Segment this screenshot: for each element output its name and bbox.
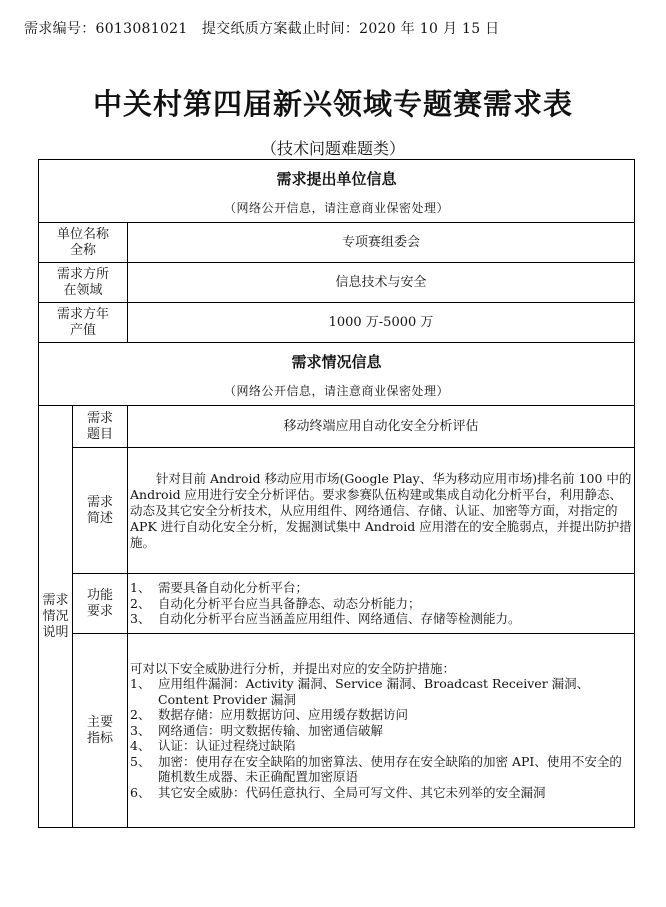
section1-header	[39, 160, 635, 223]
row-value: 专项赛组委会	[128, 223, 635, 263]
func-label: 功能要求	[73, 574, 128, 634]
list-item: 2、 自动化分析平台应当具备静态、动态分析能力；	[130, 595, 421, 611]
list-item: 3、 网络通信：明文数据传输、加密通信破解	[130, 722, 384, 738]
list-item: 5、 加密：使用存在安全缺陷的加密算法、使用存在安全缺陷的加密 API、使用不安全的随机数生成器、未正确配置加密原语	[130, 753, 622, 785]
brief-row	[39, 448, 635, 574]
topic-label: 需求题目	[73, 406, 128, 448]
table-row	[39, 223, 635, 263]
section2-header-row	[39, 343, 635, 406]
indicator-label: 主要指标	[73, 634, 128, 828]
section1-note: （网络公开信息，请注意商业保密处理）	[223, 200, 449, 215]
deadline-label: 提交纸质方案截止时间：	[201, 21, 360, 37]
list-item: 2、 数据存储：应用数据访问、应用缓存数据访问	[130, 707, 409, 723]
list-item: 1、 应用组件漏洞：Activity 漏洞、Service 漏洞、Broadcast Receiver 漏洞、	[130, 676, 590, 692]
list-item: 6、 其它安全威胁：代码任意执行、全局可写文件、其它未列举的安全漏洞	[130, 784, 546, 800]
list-item: 1、 需要具备自动化分析平台；	[130, 580, 309, 596]
indicator-row	[39, 634, 635, 828]
row-label: 单位名称全称	[39, 223, 128, 263]
page-title: 中关村第四届新兴领域专题赛需求表	[92, 87, 573, 121]
deadline-date: 2020 年 10 月 15 日	[359, 21, 500, 37]
section2-header	[39, 343, 635, 406]
table-row	[39, 303, 635, 343]
list-item-continuation: Content Provider 漏洞	[158, 691, 296, 707]
section1-title: 需求提出单位信息	[276, 169, 397, 188]
func-list	[128, 574, 635, 634]
brief-paragraph: 针对目前 Android 移动应用市场(Google Play、华为移动应用市场)排名前 100 中的 Android 应用进行安全分析评估。要求参赛队伍构建或集成自动化分析平台，利用静态、动态及其它安全分析技术，从应用组件、网络通信、存储、认证、加密等方面，对指定的 APK 进行自动化安全分析，发掘测试集中 Android 应用潜在的安全脆弱点，并提出防护措施。	[130, 470, 632, 550]
requirement-table	[38, 159, 635, 828]
list-item: 4、 认证：认证过程绕过缺陷	[130, 738, 296, 754]
brief-label: 需求简述	[73, 448, 128, 574]
section2-note: （网络公开信息，请注意商业保密处理）	[223, 383, 449, 398]
brief-text	[128, 448, 635, 574]
indicator-list	[128, 634, 635, 828]
header-line	[24, 18, 499, 38]
topic-value: 移动终端应用自动化安全分析评估	[128, 406, 635, 448]
group-label: 需求情况说明	[39, 406, 73, 828]
list-item: 3、 自动化分析平台应当涵盖应用组件、网络通信、存储等检测能力。	[130, 611, 521, 627]
topic-row	[39, 406, 635, 448]
requirement-number: 6013081021	[95, 21, 188, 37]
func-row	[39, 574, 635, 634]
section2-title: 需求情况信息	[291, 352, 382, 371]
row-value: 1000 万-5000 万	[128, 303, 635, 343]
requirement-number-label: 需求编号：	[24, 21, 96, 37]
row-label: 需求方年产值	[39, 303, 128, 343]
page-subtitle: （技术问题难题类）	[260, 139, 405, 158]
section1-header-row	[39, 160, 635, 223]
row-label: 需求方所在领域	[39, 263, 128, 303]
row-value: 信息技术与安全	[128, 263, 635, 303]
table-row	[39, 263, 635, 303]
indicator-intro: 可对以下安全威胁进行分析，并提出对应的安全防护措施：	[130, 660, 456, 676]
